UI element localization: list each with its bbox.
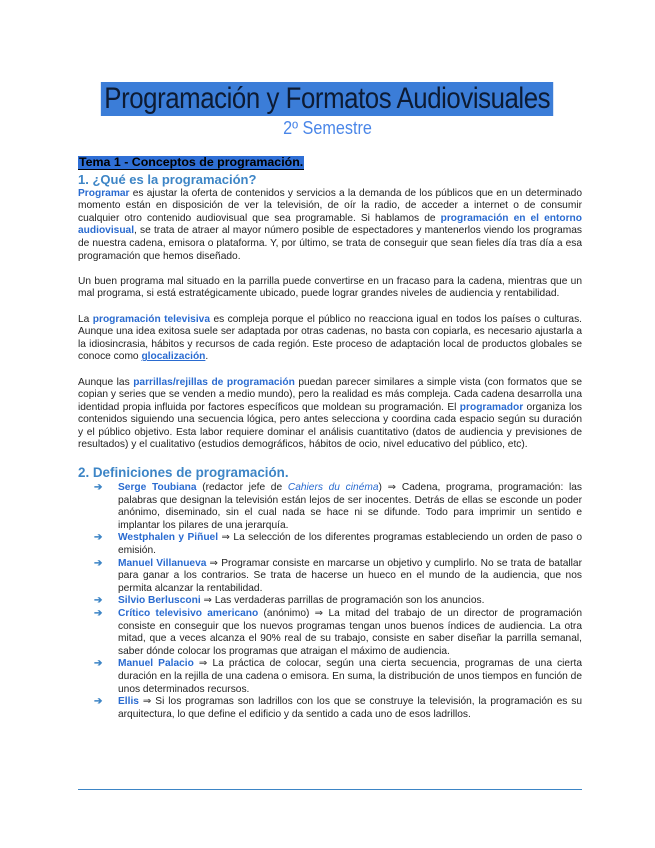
definitions-list (78, 482, 582, 721)
definition-text: ⇒ Las verdaderas parrillas de programación son los anuncios. (200, 595, 485, 607)
term-programar: Programar (78, 187, 130, 199)
p3-text-a: La (78, 313, 93, 325)
title-wrapper (0, 82, 655, 116)
arrow-right-icon: ➔ (94, 482, 103, 494)
p1-text-a: es ajustar la oferta de contenidos y servicios a la demanda de los públicos que en un determinado momento están en disposición de ver la televisión, de oír la radio, de acceder a internet o de consumir cualquier otro contenido audiovisual que sea programable. Si hablamos de (78, 187, 582, 224)
author-name: Manuel Villanueva (118, 557, 207, 569)
section-1-heading: 1. ¿Qué es la programación? (78, 171, 257, 187)
list-item (94, 557, 582, 596)
author-name: Serge Toubiana (118, 482, 197, 494)
list-item (94, 696, 582, 721)
definition-pre: (redactor jefe de (196, 482, 288, 494)
author-name: Silvio Berlusconi (118, 595, 201, 607)
p3-text-c: . (205, 351, 209, 363)
term-programacion-entorno: programación en el entorno audiovisual (78, 212, 582, 237)
topic-heading: Tema 1 - Conceptos de programación. (79, 155, 304, 169)
arrow-right-icon: ➔ (94, 557, 103, 569)
list-item (94, 482, 583, 532)
publication-name: Cahiers du cinéma (287, 482, 379, 494)
p4-text-a: Aunque las (78, 376, 134, 388)
paragraph-3 (78, 314, 582, 364)
arrow-right-icon: ➔ (94, 696, 103, 708)
paragraph-1 (78, 188, 582, 264)
paragraph-4 (78, 377, 582, 453)
term-parrillas: parrillas/rejillas de programación (133, 376, 295, 388)
arrow-right-icon: ➔ (94, 608, 103, 619)
term-programador: programador (459, 401, 524, 413)
definition-text: ⇒ La selección de los diferentes programas estableciendo un orden de paso o emisión. (118, 532, 582, 557)
p3-text-b: es compleja porque el público no reacciona igual en todos los países o culturas. Aunque una idea exitosa suele ser adaptada por otras cadenas, no basta con copiarla, es necesario ajustarla a la idiosincrasia, hábitos y recursos de cada región. Este proceso de adaptación local de productos globales se conoce como (78, 313, 583, 363)
term-programacion-televisiva: programación televisiva (92, 313, 211, 325)
arrow-right-icon: ➔ (94, 658, 103, 670)
term-glocalizacion: glocalización (141, 351, 206, 363)
list-item (94, 532, 582, 557)
definition-text: ⇒ Si los programas son ladrillos con los que se construye la televisión, la programación es su arquitectura, lo que define el edificio y da sentido a cada uno de esos ladrillos. (118, 696, 582, 720)
list-item (94, 595, 582, 608)
list-item (94, 658, 582, 696)
p4-text-c: organiza los contenidos siguiendo una secuencia lógica, pero antes selecciona y coordina cada espacio según su duración y el público objetivo. Esta labor requiere dominar el análisis cuantitativo (datos de audiencia y previsiones de resultados) y el cualitativo (estudios demográficos, hábitos de ocio, nivel educativo del público, etc). (78, 401, 582, 451)
author-name: Westphalen y Piñuel (118, 532, 219, 544)
p1-text-b: , se trata de atraer al mayor número posible de espectadores y mantenerlos viendo los programas de nuestra cadena, emisora o plataforma. Y, por último, se trata de conseguir que sean fieles día tras día a esa programación que hemos diseñado. (78, 225, 582, 262)
document-body (78, 156, 582, 721)
definition-text: (anónimo) ⇒ La mitad del trabajo de un director de programación consiste en conseguir que los nuevos programas tengan unos buenos índices de audiencia. La otra mitad, que a veces alcanza el 90% real de su trabajo, consiste en saber diseñar la parrilla semanal, saber dónde colocar los programas que atraigan el máximo de audiencia. (118, 608, 582, 657)
footer-divider (78, 789, 582, 790)
definition-text: ⇒ Programar consiste en marcarse un objetivo y cumplirlo. No se trata de batallar para ganar a los contrarios. Se trata de hacerse un hueco en el mundo de la audiencia, que nos permita alcanzar la rentabilidad. (118, 557, 582, 594)
paragraph-2: Un buen programa mal situado en la parrilla puede convertirse en un fracaso para la cadena, mientras que un mal programa, si está estratégicamente ubicado, puede lograr grandes niveles de audiencia y rentabilidad. (78, 275, 582, 300)
author-name: Manuel Palacio (118, 658, 194, 670)
author-name: Ellis (118, 696, 139, 708)
author-name: Crítico televisivo americano (118, 608, 259, 619)
list-item (94, 608, 582, 658)
definition-text: ) ⇒ Cadena, programa, programación: las palabras que designan la televisión están lejos de ser inocentes. Detrás de ellas se esconde un poder anónimo, diseminado, sin el cual nada se hace ni se difunde. Todo para imprimir un sentido e implantar los pilares de una jerarquía. (118, 482, 583, 531)
document-subtitle: 2º Semestre (283, 118, 372, 138)
arrow-right-icon: ➔ (94, 595, 103, 607)
p4-text-b: puedan parecer similares a simple vista (con formatos que se copian y series que se venden a medio mundo), pero la realidad es más compleja. Cada cadena desarrolla una identidad propia influida por factores específicos que moldean su programación. El (78, 376, 582, 413)
definition-text: ⇒ La práctica de colocar, según una cierta secuencia, programas de una cierta duración en la rejilla de una cadena o emisora. En suma, la distribución de unos tiempos en función de unos determinados recursos. (118, 658, 582, 695)
arrow-right-icon: ➔ (94, 532, 103, 544)
section-2-heading: 2. Definiciones de programación. (78, 465, 289, 481)
document-title: Programación y Formatos Audiovisuales (101, 82, 554, 116)
